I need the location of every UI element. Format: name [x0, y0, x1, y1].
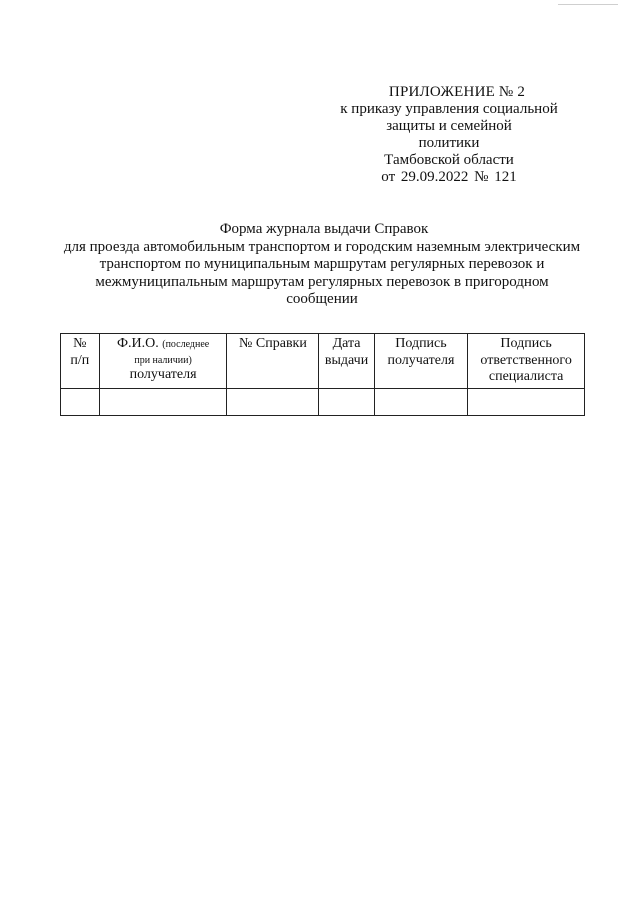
form-title-line-2: для проезда автомобильным транспортом и городским наземным электрическим: [63, 238, 581, 255]
appendix-line-1: к приказу управления социальной: [340, 101, 558, 117]
cell-issue-date: [319, 388, 374, 415]
form-title: [40, 221, 604, 309]
header-fio-note-2: при наличии): [134, 354, 192, 366]
header-recipient-signature: [374, 334, 468, 389]
appendix-line-2: защиты и семейной: [386, 118, 512, 134]
header-full-name: [99, 334, 227, 389]
journal-table: [60, 333, 585, 416]
form-title-line-1: Форма журнала выдачи Справок: [219, 221, 429, 237]
cell-number: [61, 388, 100, 415]
appendix-line-4: Тамбовской области: [384, 152, 514, 168]
header-number-line-1: №: [73, 336, 87, 351]
table-row: [61, 388, 585, 415]
scan-edge-mark: [558, 4, 618, 5]
header-number-line-2: п/п: [70, 352, 90, 368]
header-fio-recipient: получателя: [129, 366, 197, 382]
header-resp-line-3: специалиста: [488, 369, 564, 384]
header-fio-note-1: (последнее: [162, 339, 210, 350]
header-fio-main: Ф.И.О.: [116, 336, 159, 351]
header-specialist-signature: [468, 334, 585, 389]
cell-specialist-signature: [468, 388, 585, 415]
header-date-line-2: выдачи: [324, 352, 369, 368]
header-sign-line-2: получателя: [387, 352, 455, 368]
appendix-date-number: от 29.09.2022 № 121: [381, 169, 517, 185]
header-sign-line-1: Подпись: [395, 336, 447, 351]
appendix-header: [330, 84, 568, 186]
header-certificate-label: № Справки: [239, 336, 307, 351]
header-number: [61, 334, 100, 389]
header-issue-date: [319, 334, 374, 389]
form-title-line-4: межмуниципальным маршрутам регулярных перевозок в пригородном: [95, 273, 549, 290]
cell-certificate-number: [227, 388, 319, 415]
form-title-line-3: транспортом по муниципальным маршрутам регулярных перевозок и: [99, 256, 545, 272]
cell-recipient-signature: [374, 388, 468, 415]
header-resp-line-1: Подпись: [500, 336, 552, 351]
header-date-line-1: Дата: [332, 336, 361, 351]
header-resp-line-2: ответственного: [480, 352, 572, 368]
header-certificate-number: [227, 334, 319, 389]
cell-full-name: [99, 388, 227, 415]
table-header-row: [61, 334, 585, 389]
form-title-line-5: сообщении: [286, 291, 358, 307]
appendix-line-3: политики: [418, 135, 480, 151]
appendix-title: ПРИЛОЖЕНИЕ № 2: [388, 84, 526, 100]
